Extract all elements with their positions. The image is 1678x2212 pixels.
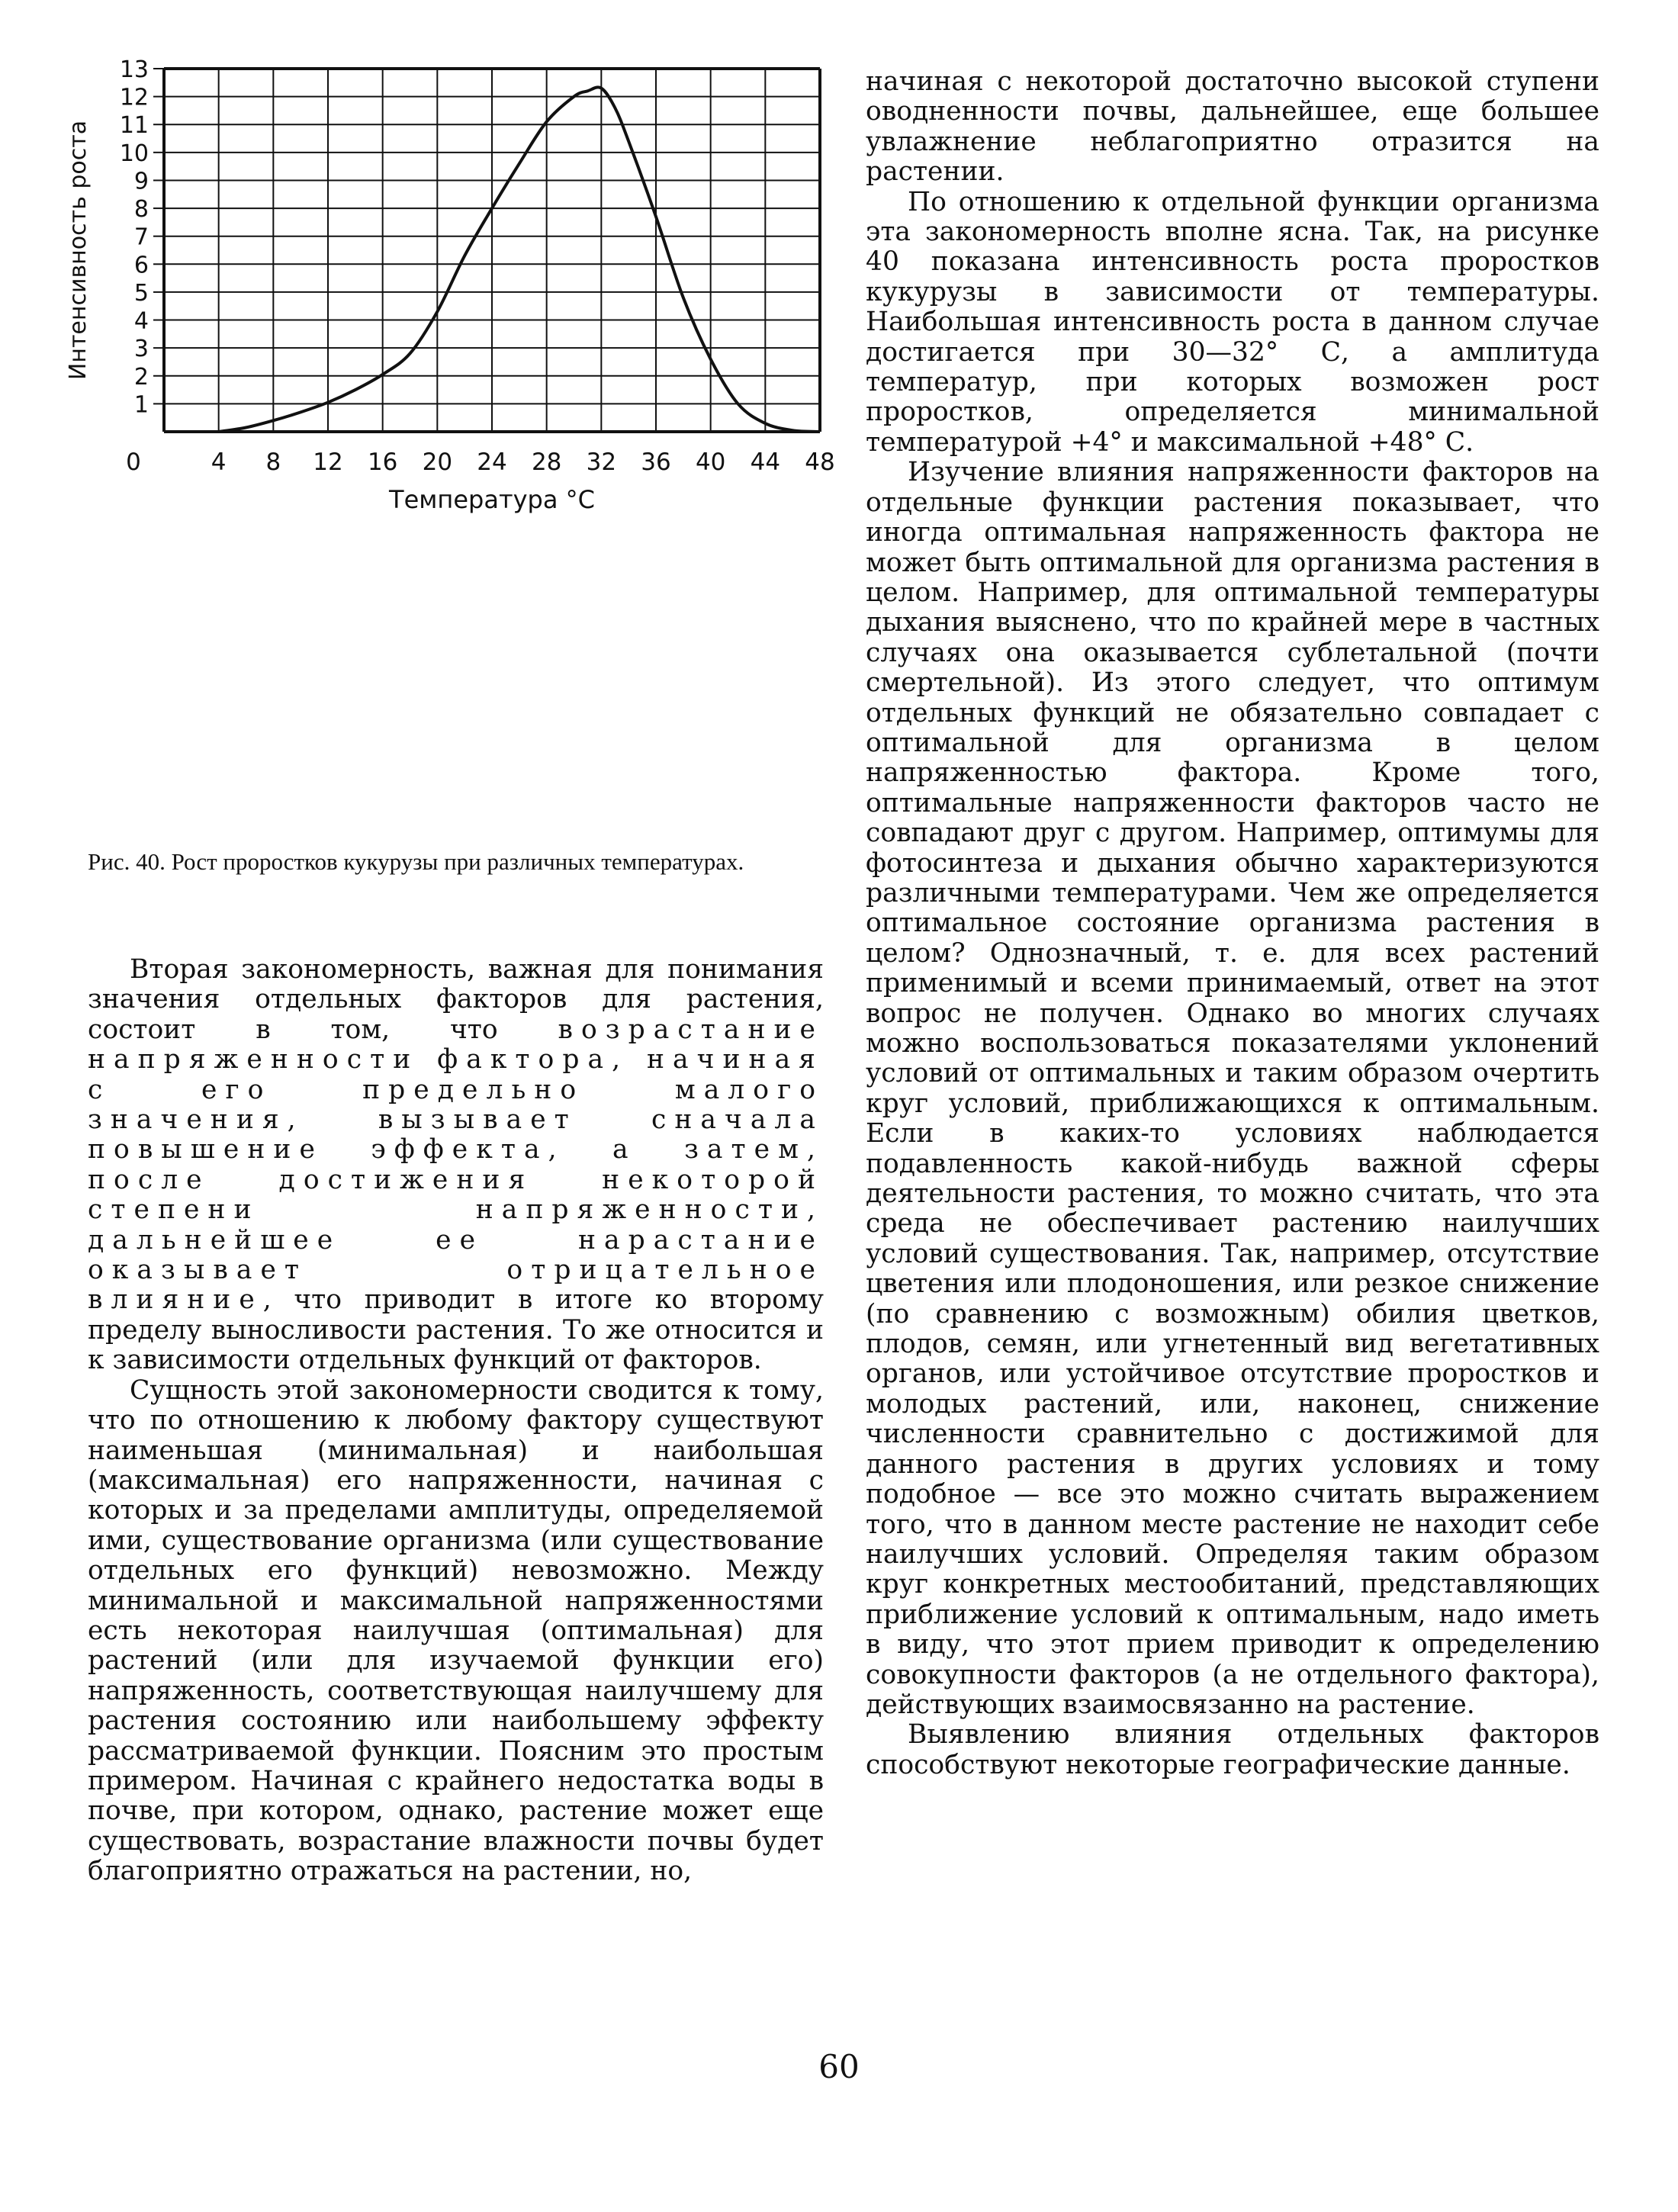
right-paragraph — [866, 1720, 1599, 1780]
y-tick-label: 11 — [119, 112, 149, 140]
x-tick-label: 24 — [477, 449, 507, 476]
y-tick-label: 3 — [133, 336, 149, 363]
spaced-emphasis-text: возрастание напряженности фактора, начиная с его предельно малого значения, вызывает сначала повышение эффекта, а затем, после достижения некоторой степени напряженности, дальнейшее ее нарастание оказывает отрицательное влияние — [88, 1014, 824, 1316]
paragraph-text: По отношению к отдельной функции организма эта закономерность вполне ясна. Так, на рисунке 40 показана интенсивность роста проростков кукурузы в зависимости от температуры. Наибольшая интенсивность роста в данном случае достигается при 30—32° С, а амплитуда температур, при которых возможен рост проростков, определяется минимальной температурой +4° и максимальной +48° С. — [866, 186, 1599, 458]
y-tick-label: 4 — [133, 307, 149, 335]
y-axis-label: Интенсивность роста — [65, 120, 92, 381]
paragraph-text: Вторая закономерность, важная для понимания значения отдельных факторов для растения, состоит в том, что — [88, 954, 824, 1045]
figure-caption: Рис. 40. Рост проростков кукурузы при различных температурах. — [88, 848, 744, 875]
x-tick-label: 12 — [313, 449, 343, 476]
y-tick-labels — [120, 59, 149, 418]
x-tick-label: 40 — [695, 449, 726, 476]
y-tick-label: 8 — [133, 196, 149, 223]
x-tick-label: 0 — [126, 449, 141, 476]
paragraph-text: , что приводит в итоге ко второму пределу выносливости растения. То же относится и к зависимости отдельных функций от факторов. — [88, 1284, 824, 1376]
right-text-column — [866, 67, 1599, 1780]
x-tick-label: 16 — [367, 449, 398, 476]
y-tick-label: 13 — [119, 59, 149, 83]
right-paragraph — [866, 67, 1599, 188]
y-tick-label: 2 — [133, 363, 149, 391]
growth-temperature-chart — [61, 59, 839, 899]
x-tick-label: 28 — [531, 449, 562, 476]
y-tick-label: 12 — [119, 84, 149, 111]
y-tick-label: 7 — [133, 223, 149, 251]
paragraph-text: Выявлению влияния отдельных факторов способствуют некоторые географические данные. — [866, 1719, 1599, 1780]
y-tick-label: 5 — [133, 279, 149, 307]
x-tick-label: 4 — [211, 449, 227, 476]
y-tick-label: 1 — [133, 391, 149, 419]
paragraph-text: Изучение влияния напряженности факторов на отдельные функции растения показывает, что иногда оптимальная напряженность фактора не может быть оптимальной для организма растения в целом. Например, для оптимальной температуры дыхания выяснено, что по крайней мере в частных случаях она оказывается сублетальной (почти смертельной). Из этого следует, что оптимум отдельных функций не обязательно совпадает с оптимальной для организма в целом напряженностью фактора. Кроме того, оптимальные напряженности факторов часто не совпадают друг с другом. Например, оптимумы для фотосинтеза и дыхания обычно характеризуются различными температурами. Чем же определяется оптимальное состояние организма растения в целом? Однозначный, т. е. для всех растений применимый и всеми принимаемый, ответ на этот вопрос не получен. Однако во многих случаях можно воспользоваться показателями уклонений условий от оптимальных и таким образом очертить круг условий, приближающихся к оптимальным. Если в каких-то условиях наблюдается подавленность какой-нибудь важной сферы деятельности растения, то можно считать, что эта среда не обеспечивает растению наилучших условий существования. Так, например, отсутствие цветения или плодоношения, или резкое снижение (по сравнению с возможным) обилия цветков, плодов, семян, или угнетенный вид вегетативных органов, или устойчивое отсутствие проростков и молодых растений, или, наконец, снижение численности сравнительно с достижимой для данного растения в других условиях и тому подобное — все это можно считать выражением того, что в данном месте растение не находит себе наилучших условий. Определяя таким образом круг конкретных местообитаний, представляющих приближение условий к оптимальным, надо иметь в виду, что этот прием приводит к определению совокупности факторов (а не отдельного фактора), действующих взаимосвязанно на растение. — [866, 457, 1599, 1720]
y-tick-label: 6 — [133, 252, 149, 279]
paragraph-text: Сущность этой закономерности сводится к тому, что по отношению к любому фактору существуют наименьшая (минимальная) и наибольшая (максимальная) его напряженности, начиная с которых и за пределами амплитуды, определяемой ими, существование организма (или существование отдельных его функций) невозможно. Между минимальной и максимальной напряженностями есть некоторая наилучшая (оптимальная) для растений (или для изучаемой функции его) напряженность, соответствующая наилучшему для растения состоянию или наибольшему эффекту рассматриваемой функции. Поясним это простым примером. Начиная с крайнего недостатка воды в почве, при котором, однако, растение может еще существовать, возрастание влажности почвы будет благоприятно отражаться на растении, но, — [88, 1374, 824, 1887]
left-text-column — [88, 955, 824, 1887]
page-number: 60 — [818, 2048, 860, 2085]
x-tick-labels — [126, 449, 835, 476]
x-tick-label: 20 — [422, 449, 453, 476]
right-paragraph — [866, 188, 1599, 458]
x-axis-label: Температура °С — [389, 485, 595, 514]
x-tick-label: 36 — [641, 449, 671, 476]
growth-curve-line — [219, 87, 820, 432]
x-tick-label: 44 — [750, 449, 781, 476]
y-tick-label: 10 — [119, 140, 149, 167]
y-tick-label: 9 — [133, 168, 149, 195]
left-paragraph — [88, 1376, 824, 1887]
x-tick-label: 8 — [265, 449, 281, 476]
paragraph-text: начиная с некоторой достаточно высокой ступени оводненности почвы, дальнейшее, еще большее увлажнение неблагоприятно отразится на растении. — [866, 66, 1599, 188]
left-paragraph — [88, 955, 824, 1376]
x-tick-label: 32 — [586, 449, 617, 476]
right-paragraph — [866, 458, 1599, 1720]
x-tick-label: 48 — [805, 449, 835, 476]
